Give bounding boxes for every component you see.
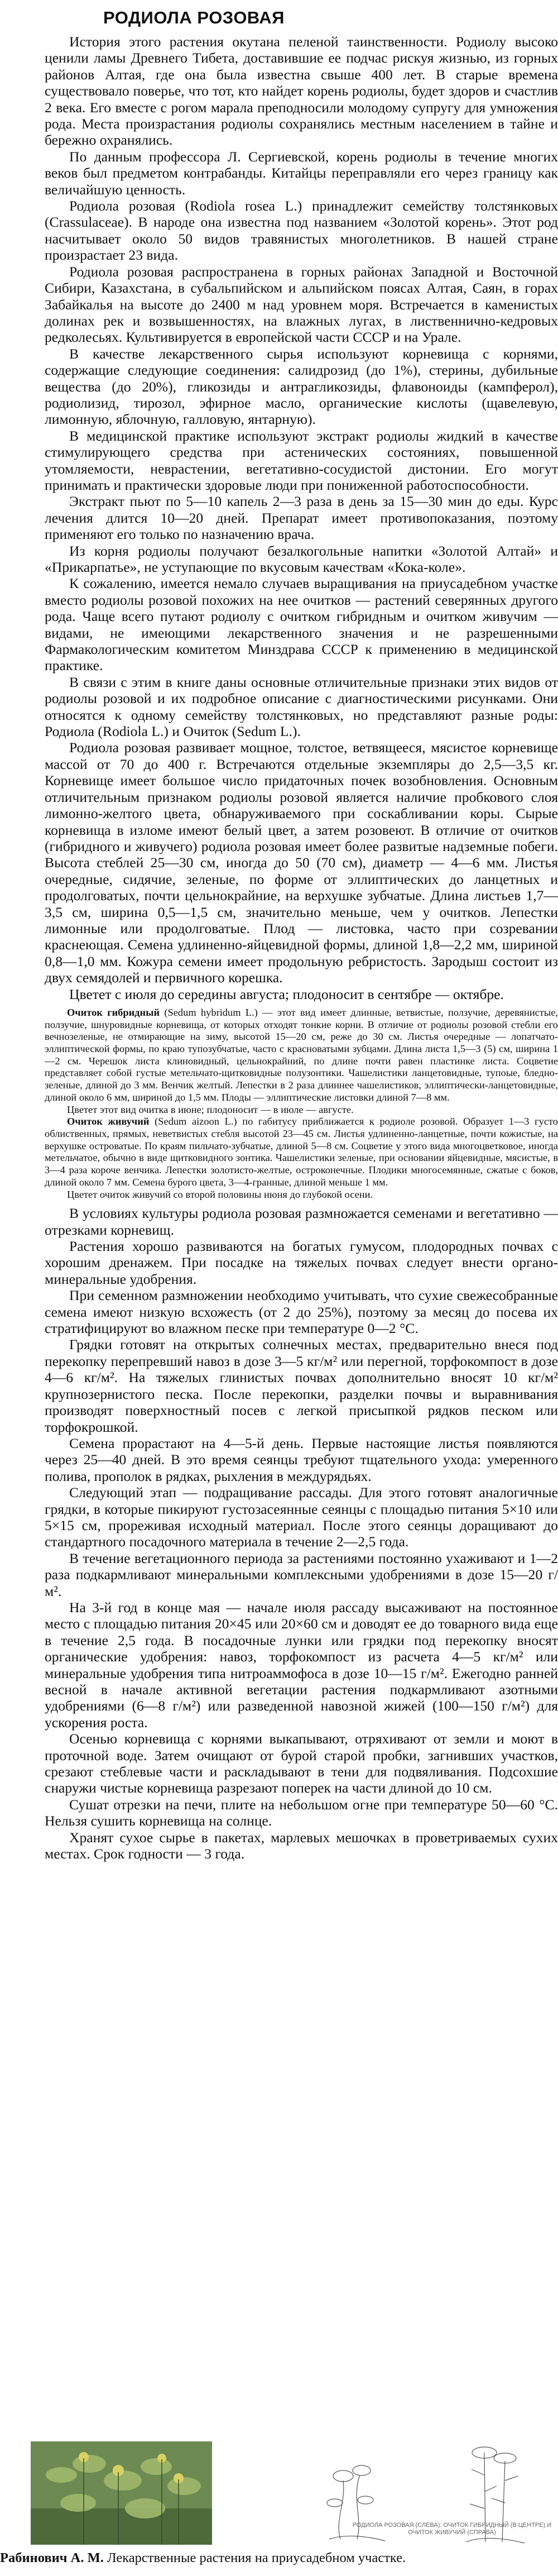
sedum-aizoon-description: [45, 1116, 558, 1188]
cultivation-paragraph: Хранят сухое сырье в пакетах, марлевых мешочках в проветриваемых сухих местах. Срок годности — 3 года.: [45, 1829, 558, 1862]
paragraph: Родиола розовая распространена в горных районах Западной и Восточной Сибири, Казахстана, в субальпийском и альпийском поясах Алтая, Саян, в горах Забайкалья на высоте до 2400 м над уровнем моря. Встречается в каменистых долинах рек и возвышенностях, на влажных лугах, в лиственнично-кедровых редколесьях. Культивируется в европейской части СССР и на Урале.: [45, 263, 558, 346]
paragraph: Из корня родиолы получают безалкогольные напитки «Золотой Алтай» и «Прикарпатье», не уступающие по вкусовым качествам «Кока-коле».: [45, 542, 558, 575]
cultivation-paragraph: При семенном размножении необходимо учитывать, что сухие свежесобранные семена имеют низкую всхожесть (от 2 до 25%), поэтому за месяц до посева их стратифицируют во влажном песке при температуре 0—2 °С.: [45, 1287, 558, 1337]
sedum-hybridum-term: Очиток гибридный: [67, 1006, 160, 1018]
paragraph: В медицинской практике используют экстракт родиолы жидкий в качестве стимулирующего средства при астенических состояниях, повышенной утомляемости, неврастении, вегетативно-сосудистой дистонии. Его могут принимать и практически здоровые люди при пониженной работоспособности.: [45, 427, 558, 493]
paragraph: Родиола розовая (Rodiola rosea L.) принадлежит семейству толстянковых (Crassulaceae). В народе она известна под названием «Золотой корень». Этот род насчитывает около 50 видов травянистых многолетников. В нашей стране произрастает 23 вида.: [45, 198, 558, 264]
article-body: [45, 34, 558, 1862]
sedum-hybridum-description: [45, 1007, 558, 1104]
paragraph: Экстракт пьют по 5—10 капель 2—3 раза в день за 15—30 мин до еды. Курс лечения длится 10—20 дней. Препарат имеет противопоказания, поэтому применяют его только по назначению врача.: [45, 493, 558, 543]
sedum-aizoon-term: Очиток живучий: [67, 1116, 150, 1127]
paragraph: История этого растения окутана пеленой таинственности. Родиолу высоко ценили ламы Древнего Тибета, доставившие ее подчас рискуя жизнью, из горных районов Алтая, где она была известна свыше 400 лет. В старые времена существовало поверье, что тот, кто найдет корень родиолы, будет здоров и счастлив 2 века. Его вместе с рогом марала преподносили молодому супругу для умножения рода. Места произрастания родиолы сохранялись местным населением в тайне и бережно охранялись.: [45, 34, 558, 149]
cultivation-paragraph: Семена прорастают на 4—5-й день. Первые настоящие листья появляются через 25—40 дней. В это время сеянцы требуют тщательного ухода: умеренного полива, прополок в рядках, рыхления в междурядьях.: [45, 1435, 558, 1484]
source-citation: [0, 2550, 558, 2567]
cultivation-paragraph: Сушат отрезки на печи, плите на небольшом огне при температуре 50—60 °С. Нельзя сушить корневища на солнце.: [45, 1796, 558, 1829]
cultivation-paragraph: Грядки готовят на открытых солнечных местах, предварительно внеся под перекопку перепревший навоз в дозе 3—5 кг/м² или перегной, торфокомпост в дозе 4—6 кг/м². На тяжелых глинистых почвах дополнительно вносят 10 кг/м² крупнозернистого песка. После перекопки, разделки почвы и выравнивания производят поверхностный посев с легкой присыпкой рядков песком или торфокрошкой.: [45, 1336, 558, 1435]
paragraph: Родиола розовая развивает мощное, толстое, ветвящееся, мясистое корневище массой от 70 до 400 г. Встречаются отдельные экземпляры до 2,5—3,5 кг. Корневище имеет большое число придаточных почек возобновления. Основным отличительным признаком родиолы розовой является наличие пробкового слоя лимонно-желтого цвета, обнаруживаемого при соскабливании коры. Сырые корневища в изломе имеют белый цвет, а затем розовеют. В отличие от очитков (гибридного и живучего) родиола розовая имеет более развитые надземные побеги. Высота стеблей 25—30 см, иногда до 50 (70 см), диаметр — 4—6 мм. Листья очередные, сидячие, зеленые, по форме от эллиптических до ланцетных и продолговатых, почти цельнокрайние, на верхушке зубчатые. Длина листьев 1,7—3,5 см, ширина 0,5—1,5 см, значительно меньше, чем у очитков. Лепестки лимонные или продолговатые. Плод — листовка, часто при созревании краснеющая. Семена удлиненно-яйцевидной формы, длиной 1,8—2,2 мм, шириной 0,8—1,0 мм. Кожура семени имеет продольную ребристость. Зародыш состоит из двух семядолей и первичного корешка.: [45, 739, 558, 986]
cultivation-paragraph: Осенью корневища с корнями выкапывают, отряхивают от земли и моют в проточной воде. Затем очищают от бурой старой пробки, загнивших участков, срезают стеблевые части и раскладывают в тени для подвяливания. Подсохшие снаружи чистые корневища разрезают поперек на части длиной до 10 см.: [45, 1731, 558, 1796]
rhodiola-photo: [31, 2441, 212, 2545]
cultivation-paragraph: Следующий этап — подращивание рассады. Для этого готовят аналогичные грядки, в которые пикируют густозасеянные сеянцы с площадью питания 5×10 или 5×15 см, прореживая исходный материал. После этого сеянцы доращивают до стандартного посадочного материала в течение 2—2,5 года.: [45, 1484, 558, 1550]
paragraph: В качестве лекарственного сырья используют корневища с корнями, содержащие следующие соединения: салидрозид (до 1%), стерины, дубильные вещества (до 20%), гликозиды и антрагликозиды, флавоноиды (кампферол), родиолизид, тирозол, эфирное масло, органические кислоты (щавелевую, лимонную, яблочную, галловую, янтарную).: [45, 345, 558, 428]
paragraph: В связи с этим в книге даны основные отличительные признаки этих видов от родиолы розовой и их подробное описание с диагностическими рисунками. Они относятся к одному семейству толстянковых, но представляют разные роды: Родиола (Rodiola L.) и Очиток (Sedum L.).: [45, 673, 558, 740]
sedum-hybridum-bloom: Цветет этот вид очитка в июне; плодоносит — в июле — августе.: [67, 1103, 354, 1115]
sedum-hybridum-text: (Sedum hybridum L.) — этот вид имеет длинные, ветвистые, ползучие, деревянистые, ползучие, шнуровидные корневища, от которых отходят тонкие корни. В отличие от родиолы розовой стебли его вечнозеленые, не отмирающие на зиму, высотой 15—20 см, реже до 30 см. Листья очередные — лопатчато-эллиптической формы, по краю тупозубчатые, часто с красноватыми зубцами. Длина листа 1,5—3 (5) см, ширина 1—2 см. Черешок листа клиновидный, цельнокрайний, по длине почти равен пластинке листа. Соцветие представляет собой густые метельчато-щитковидные полузонтики. Чашелистики ланцетовидные, тупоые, бледно-зеленые, длиной до 3 мм. Венчик желтый. Лепестки в 2 раза длиннее чашелистиков, эллиптически-ланцетовидные, длиной около 6 мм, шириной до 1,5 мм. Плоды — эллиптические листовки длиной 7—8 мм.: [45, 1006, 558, 1103]
sedum-aizoon-bloom: Цветет очиток живучий со второй половины июня до глубокой осени.: [67, 1188, 373, 1200]
cultivation-paragraph: На 3-й год в конце мая — начале июля рассаду высаживают на постоянное место с площадью питания 20×45 или 20×60 см и доводят ее до товарного вида еще в течение 2,5 года. В посадочные лунки или грядки под перекопку вносят органические удобрения: навоз, торфокомпост из расчета 4—5 кг/м² или минеральные удобрения типа нитроаммофоса в дозе 10—15 г/м². Ежегодно ранней весной в начале активной вегетации растения подкармливают азотными удобрениями (6—8 г/м²) или разведенной навозной жижей (100—150 г/м²) для ускорения роста.: [45, 1599, 558, 1731]
cultivation-paragraph: Растения хорошо развиваются на богатых гумусом, плодородных почвах с хорошим дренажем. При посадке на тяжелых почвах следует внести органо-минеральные удобрения.: [45, 1238, 558, 1287]
page-title: РОДИОЛА РОЗОВАЯ: [103, 8, 285, 27]
sedum-aizoon-text: (Sedum aizoon L.) по габитусу приближается к родиоле розовой. Образует 1—3 густо облиственных, прямых, неветвистых стебля высотой 23—45 см. Листья удлиненно-ланцетные, почти кожистые, на верхушке островатые. По краям пильчато-зубчатые, длиной 5—8 см. Соцветие у этого вида многоцветковое, иногда метельчатое, обычно в виде щитковидного зонтика. Чашелистики зеленые, при основании яйцевидные, мясистые, в 3—4 раза короче венчика. Лепестки золотисто-желтые, остроконечные. Плодики многосемянные, сжатые с боков, длиной около 7 мм. Семена бурого цвета, 3—4-гранные, длиной меньше 1 мм.: [45, 1116, 558, 1188]
cultivation-paragraph: В течение вегетационного периода за растениями постоянно ухаживают и 1—2 раза подкармливают минеральными комплексными удобрениями в дозе 15—20 г/м².: [45, 1550, 558, 1599]
paragraph: По данным профессора Л. Сергиевской, корень родиолы в течение многих веков был предметом контрабанды. Китайцы переправляли его через границу как величайшую ценность.: [45, 148, 558, 198]
cultivation-paragraph: В условиях культуры родиола розовая размножается семенами и вегетативно — отрезками корневищ.: [45, 1205, 558, 1238]
citation-author: Рабинович А. М.: [0, 2550, 104, 2565]
illustration-caption: РОДИОЛА РОЗОВАЯ (СЛЕВА): ОЧИТОК ГИБРИДНЫЙ (В ЦЕНТРЕ) И ОЧИТОК ЖИВУЧИЙ (СПРАВА): [352, 2522, 552, 2536]
citation-work: Лекарственные растения на приусадебном участке.: [103, 2550, 406, 2565]
paragraph: К сожалению, имеется немало случаев выращивания на приусадебном участке вместо родиолы розовой похожих на нее очитков — растений северянных другого рода. Чаще всего путают родиолу с очитком гибридным и очитком живучим — видами, не имеющими лекарственного значения и не разрешенными Фармакологическим комитетом Минздрава СССР к применению в медицинской практике.: [45, 575, 558, 674]
paragraph: Цветет с июля до середины августа; плодоносит в сентябре — октябре.: [69, 986, 504, 1002]
